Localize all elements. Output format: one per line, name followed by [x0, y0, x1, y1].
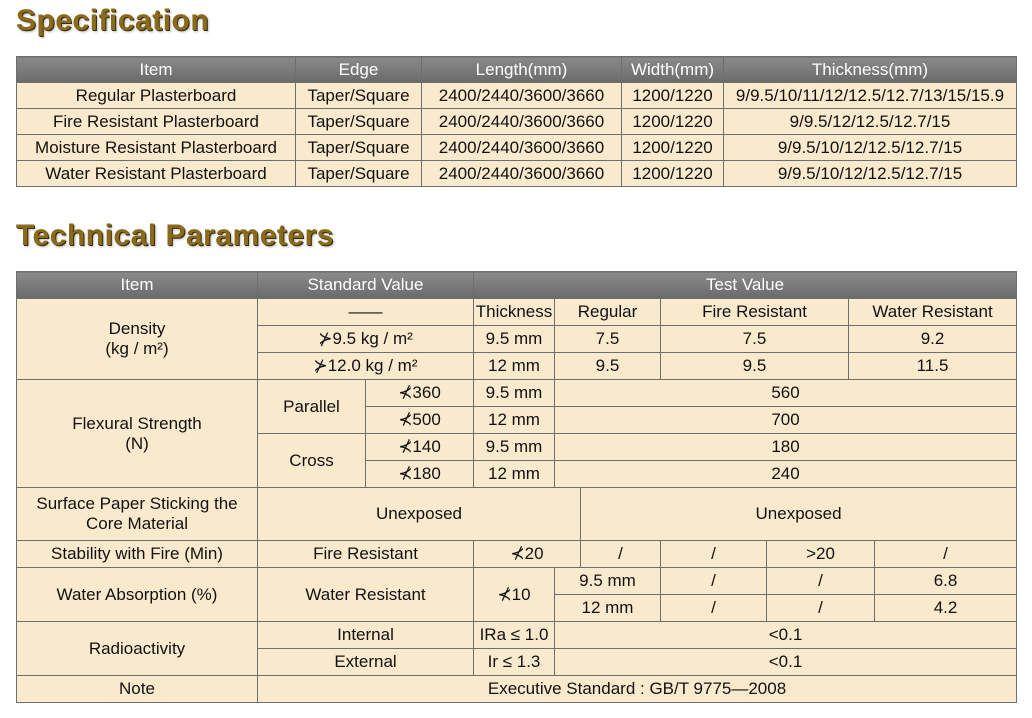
stability-v4: /: [875, 541, 1017, 568]
table-row: [17, 568, 1017, 595]
spec-title: Specification: [16, 4, 210, 37]
surface-std: Unexposed: [258, 488, 581, 541]
water-abs-thickness: 12 mm: [555, 595, 661, 622]
flexural-value: 240: [555, 461, 1017, 488]
water-abs-b: /: [767, 568, 875, 595]
table-row: [17, 83, 1017, 109]
radio-ext-val: <0.1: [555, 649, 1017, 676]
spec-cell: 9/9.5/10/12/12.5/12.7/15: [724, 135, 1017, 161]
spec-table: [16, 56, 1017, 187]
stability-v2: /: [661, 541, 767, 568]
spec-cell: 9/9.5/10/12/12.5/12.7/15: [724, 161, 1017, 187]
spec-cell: 2400/2440/3600/3660: [422, 109, 622, 135]
stability-v1: /: [581, 541, 661, 568]
spec-cell: Fire Resistant Plasterboard: [17, 109, 296, 135]
density-fire: 7.5: [661, 326, 849, 353]
spec-cell: 1200/1220: [622, 109, 724, 135]
density-thickness: 12 mm: [474, 353, 555, 380]
density-col-water: Water Resistant: [849, 299, 1017, 326]
spec-cell: Taper/Square: [296, 161, 422, 187]
radio-ext-std: Ir ≤ 1.3: [474, 649, 555, 676]
table-row: [17, 676, 1017, 703]
tech-header-row: [17, 272, 1017, 299]
density-water: 9.2: [849, 326, 1017, 353]
spec-cell: Water Resistant Plasterboard: [17, 161, 296, 187]
spec-cell: 2400/2440/3600/3660: [422, 161, 622, 187]
flexural-cross: Cross: [258, 434, 366, 488]
flexural-parallel: Parallel: [258, 380, 366, 434]
flexural-std: ⊀140: [366, 434, 474, 461]
surface-label-line1: Surface Paper Sticking the: [36, 494, 238, 514]
radio-internal: Internal: [258, 622, 474, 649]
surface-test: Unexposed: [581, 488, 1017, 541]
spec-header-edge: Edge: [296, 57, 422, 83]
density-dash: ——: [258, 299, 474, 326]
table-row: [17, 135, 1017, 161]
spec-header-item: Item: [17, 57, 296, 83]
flexural-value: 560: [555, 380, 1017, 407]
radio-int-std: IRa ≤ 1.0: [474, 622, 555, 649]
table-row: [17, 161, 1017, 187]
radio-external: External: [258, 649, 474, 676]
flexural-thickness: 9.5 mm: [474, 380, 555, 407]
flexural-std: ⊀360: [366, 380, 474, 407]
radio-label: Radioactivity: [17, 622, 258, 676]
tech-header-item: Item: [17, 272, 258, 299]
water-abs-a: /: [661, 595, 767, 622]
flexural-std: ⊀500: [366, 407, 474, 434]
spec-header-length: Length(mm): [422, 57, 622, 83]
stability-std-val: ⊀20: [474, 541, 581, 568]
density-col-fire: Fire Resistant: [661, 299, 849, 326]
flexural-thickness: 12 mm: [474, 461, 555, 488]
water-abs-b: /: [767, 595, 875, 622]
density-col-regular: Regular: [555, 299, 661, 326]
spec-cell: 2400/2440/3600/3660: [422, 83, 622, 109]
stability-std-type: Fire Resistant: [258, 541, 474, 568]
water-abs-c: 4.2: [875, 595, 1017, 622]
density-std: ⊁12.0 kg / m²: [258, 353, 474, 380]
note-label: Note: [17, 676, 258, 703]
density-thickness: 9.5 mm: [474, 326, 555, 353]
spec-cell: 9/9.5/12/12.5/12.7/15: [724, 109, 1017, 135]
water-abs-a: /: [661, 568, 767, 595]
density-water: 11.5: [849, 353, 1017, 380]
tech-title: Technical Parameters: [16, 219, 334, 252]
table-row: [17, 109, 1017, 135]
density-fire: 9.5: [661, 353, 849, 380]
water-abs-c: 6.8: [875, 568, 1017, 595]
table-row: [17, 541, 1017, 568]
flexural-value: 700: [555, 407, 1017, 434]
spec-cell: 1200/1220: [622, 161, 724, 187]
tech-header-standard: Standard Value: [258, 272, 474, 299]
surface-label: [17, 488, 258, 541]
density-std: ⊁9.5 kg / m²: [258, 326, 474, 353]
table-row: [17, 380, 1017, 407]
spec-header-row: [17, 57, 1017, 83]
stability-label: Stability with Fire (Min): [17, 541, 258, 568]
radio-int-val: <0.1: [555, 622, 1017, 649]
spec-cell: Moisture Resistant Plasterboard: [17, 135, 296, 161]
table-row: [17, 488, 1017, 541]
spec-header-thickness: Thickness(mm): [724, 57, 1017, 83]
water-abs-std-type: Water Resistant: [258, 568, 474, 622]
water-abs-std-val: ⊀10: [474, 568, 555, 622]
spec-cell: 1200/1220: [622, 83, 724, 109]
flexural-label-text: Flexural Strength: [72, 413, 202, 433]
flexural-std: ⊀180: [366, 461, 474, 488]
density-regular: 7.5: [555, 326, 661, 353]
density-unit: (kg / m²): [105, 339, 169, 358]
flexural-thickness: 12 mm: [474, 407, 555, 434]
surface-label-line2: Core Material: [85, 514, 189, 533]
table-row: [17, 622, 1017, 649]
spec-cell: Taper/Square: [296, 135, 422, 161]
flexural-value: 180: [555, 434, 1017, 461]
spec-cell: 2400/2440/3600/3660: [422, 135, 622, 161]
density-col-thickness: Thickness: [474, 299, 555, 326]
stability-v3: >20: [767, 541, 875, 568]
note-value: Executive Standard : GB/T 9775—2008: [258, 676, 1017, 703]
spec-cell: 9/9.5/10/11/12/12.5/12.7/13/15/15.9: [724, 83, 1017, 109]
density-regular: 9.5: [555, 353, 661, 380]
spec-cell: Taper/Square: [296, 109, 422, 135]
density-label-text: Density: [108, 319, 166, 339]
tech-header-test: Test Value: [474, 272, 1017, 299]
water-abs-thickness: 9.5 mm: [555, 568, 661, 595]
tech-table: [16, 271, 1017, 703]
spec-cell: 1200/1220: [622, 135, 724, 161]
flexural-label: [17, 380, 258, 488]
spec-cell: Taper/Square: [296, 83, 422, 109]
spec-cell: Regular Plasterboard: [17, 83, 296, 109]
spec-header-width: Width(mm): [622, 57, 724, 83]
flexural-thickness: 9.5 mm: [474, 434, 555, 461]
table-row: [17, 299, 1017, 326]
flexural-unit: (N): [125, 433, 149, 453]
water-abs-label: Water Absorption (%): [17, 568, 258, 622]
density-label: [17, 299, 258, 380]
